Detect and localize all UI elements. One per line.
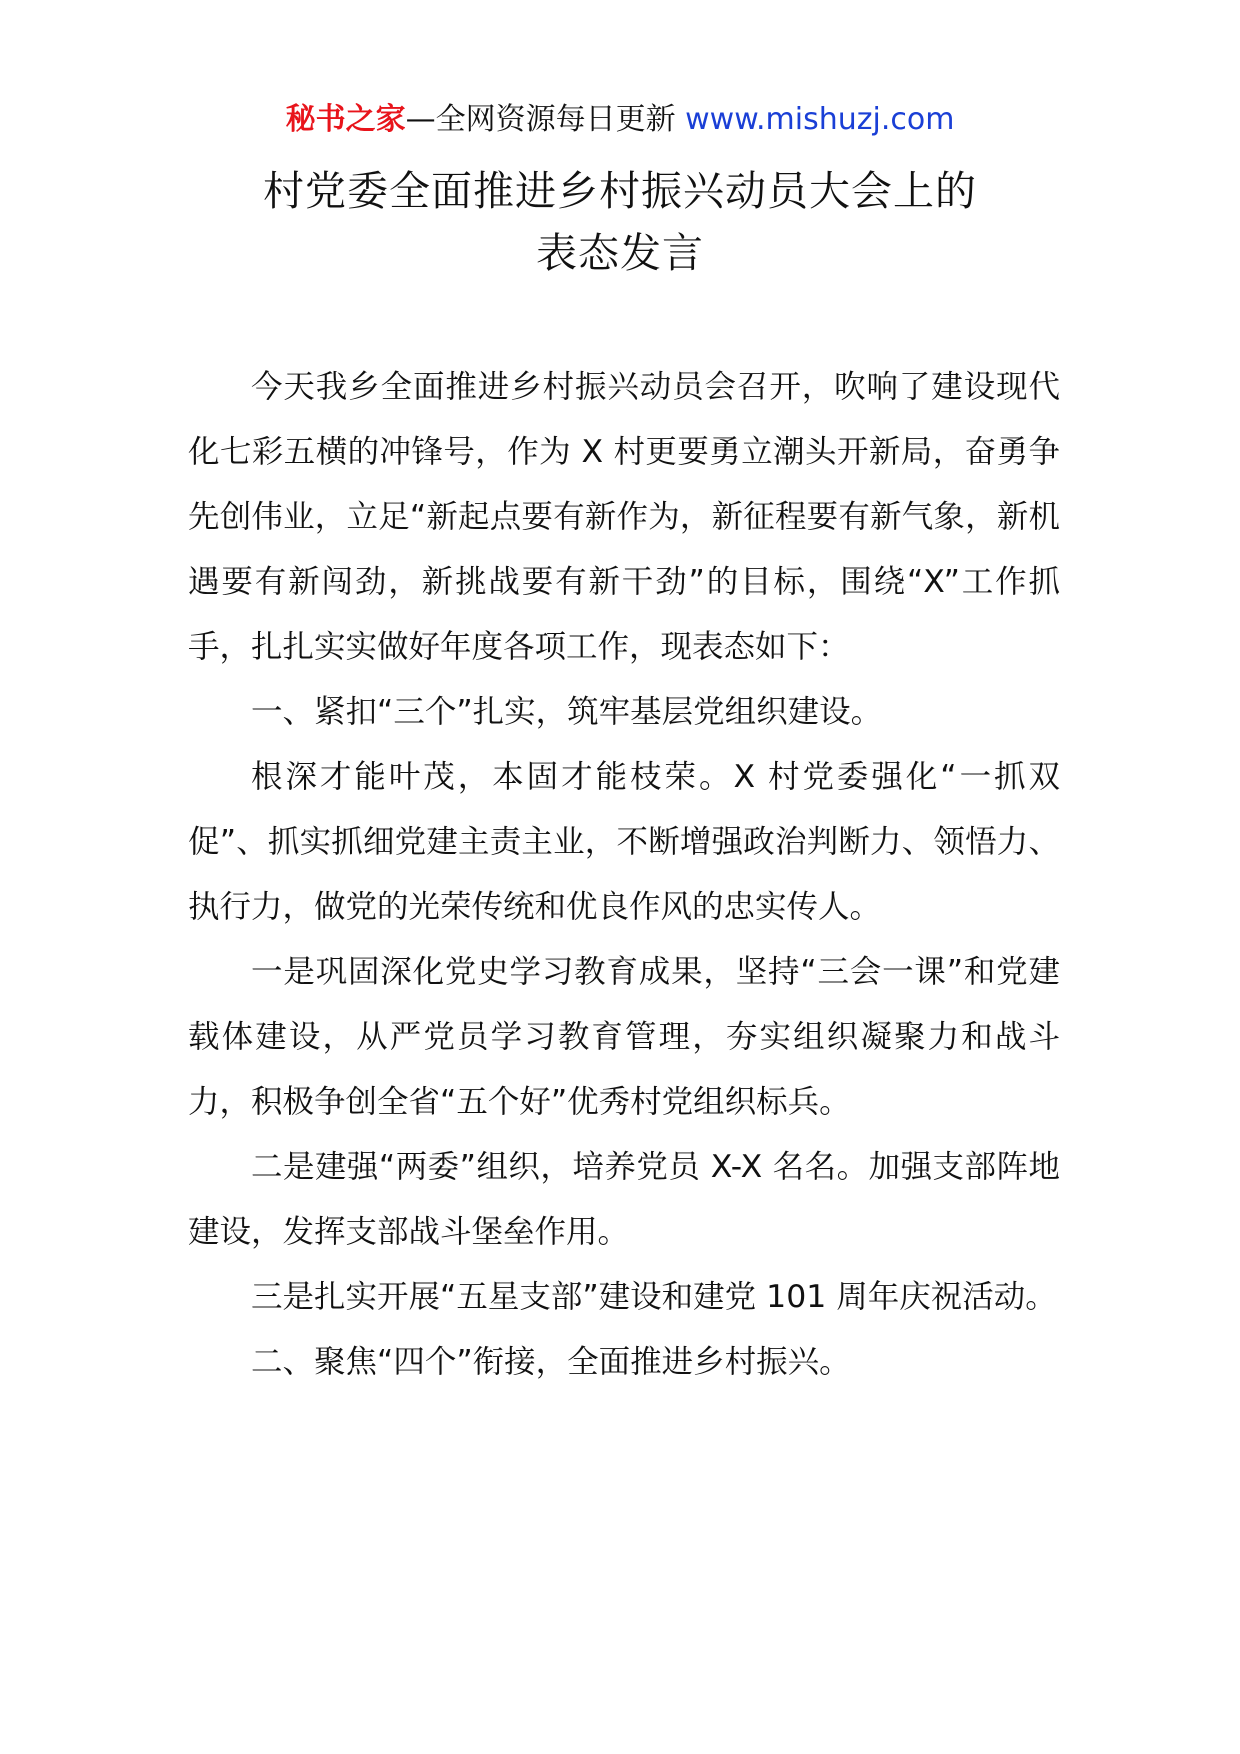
title-line-1: 村党委全面推进乡村振兴动员大会上的: [263, 167, 977, 215]
site-header: [0, 100, 1240, 140]
section-heading-2: 二、聚焦“四个”衔接，全面推进乡村振兴。: [251, 1344, 851, 1380]
document-body: [188, 355, 1060, 1395]
site-slogan: —全网资源每日更新: [405, 102, 676, 137]
site-url-link[interactable]: www.mishuzj.com: [685, 102, 955, 137]
paragraph: 二是建强“两委”组织，培养党员 X-X 名名。加强支部阵地建设，发挥支部战斗堡垒作用。: [188, 1149, 1060, 1250]
paragraph-intro: 今天我乡全面推进乡村振兴动员会召开，吹响了建设现代化七彩五横的冲锋号，作为 X 村更要勇立潮头开新局，奋勇争先创伟业，立足“新起点要有新作为，新征程要有新气象，新机遇要有新闯劲，新挑战要有新干劲”的目标，围绕“X”工作抓手，扎扎实实做好年度各项工作，现表态如下：: [188, 369, 1060, 665]
paragraph: 根深才能叶茂，本固才能枝荣。X 村党委强化“一抓双促”、抓实抓细党建主责主业，不断增强政治判断力、领悟力、执行力，做党的光荣传统和优良作风的忠实传人。: [188, 759, 1060, 925]
document-title: [0, 160, 1240, 284]
title-line-2: 表态发言: [536, 229, 704, 277]
paragraph: 一是巩固深化党史学习教育成果，坚持“三会一课”和党建载体建设，从严党员学习教育管理，夯实组织凝聚力和战斗力，积极争创全省“五个好”优秀村党组织标兵。: [188, 954, 1060, 1120]
paragraph: 三是扎实开展“五星支部”建设和建党 101 周年庆祝活动。: [251, 1279, 1057, 1315]
section-heading-1: 一、紧扣“三个”扎实，筑牢基层党组织建设。: [251, 694, 883, 730]
brand-name: 秘书之家: [285, 102, 406, 137]
